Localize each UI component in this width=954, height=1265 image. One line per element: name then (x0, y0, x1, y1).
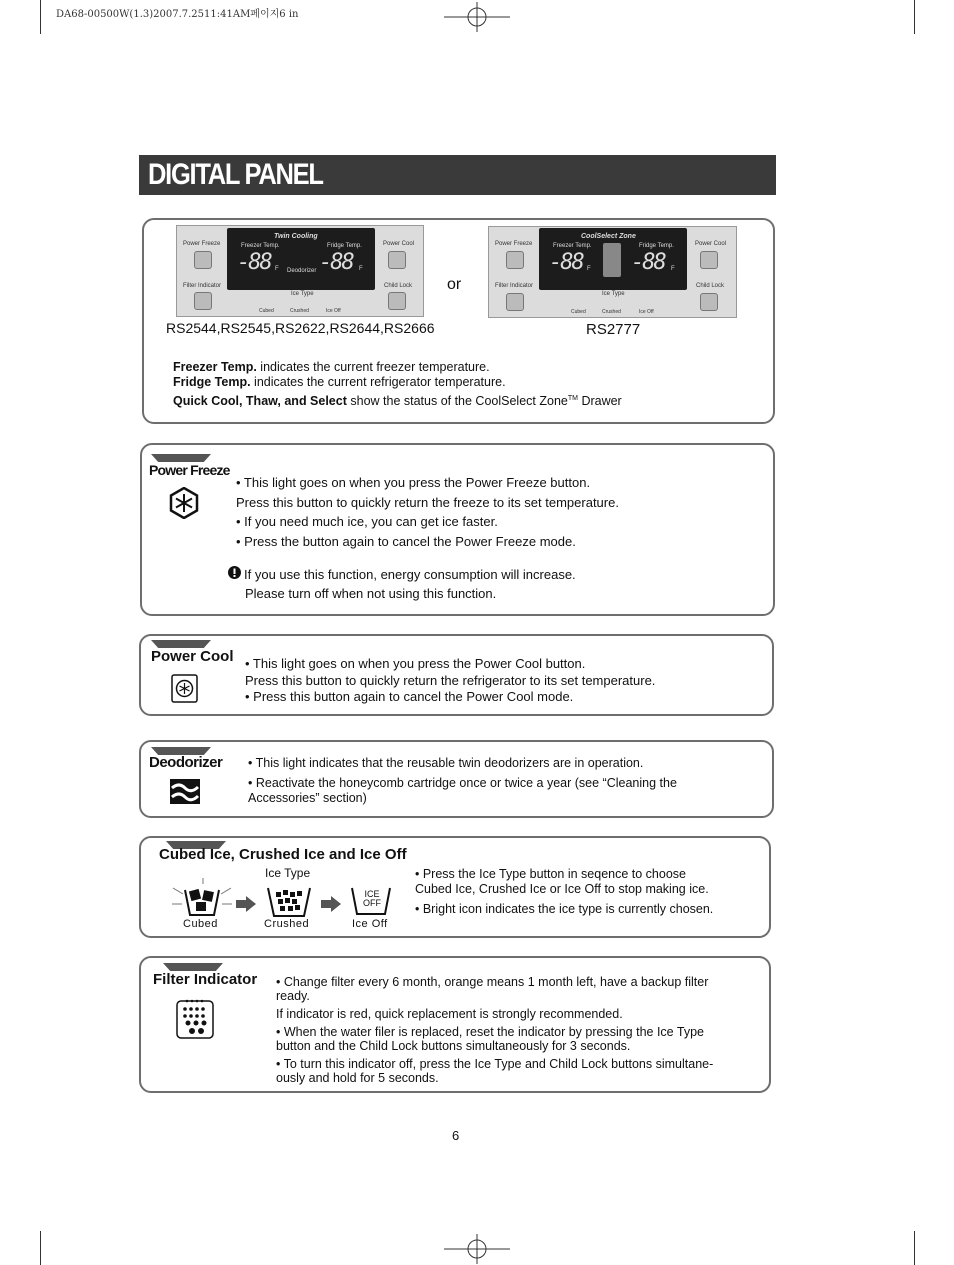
model-list-b: RS2777 (586, 321, 641, 338)
deodorizer-line: • This light indicates that the reusable twin deodorizers are in operation. (248, 756, 644, 770)
fridge-temp-description: Fridge Temp. indicates the current refrigerator temperature. (173, 375, 506, 389)
filter-line: • When the water filer is replaced, reset the indicator by pressing the Ice Type (276, 1025, 704, 1039)
freezer-temp-digits: -88 (237, 250, 271, 275)
ice-off-label: Ice Off (326, 308, 341, 314)
power-cool-icon (700, 251, 718, 269)
filter-indicator-label: Filter Indicator (183, 283, 222, 289)
fridge-unit: F (359, 266, 363, 272)
section-tab-mark (163, 963, 223, 971)
power-cool-line: Press this button to quickly return the refrigerator to its set temperature. (245, 673, 656, 688)
print-reference: DA68-00500W(1.3)2007.7.2511:41AM페이지6 in (56, 9, 299, 20)
fridge-temp-label: Fridge Temp. (327, 243, 362, 249)
freezer-temp-digits: -88 (549, 250, 583, 275)
coolselect-description: Quick Cool, Thaw, and Select show the status of the CoolSelect Zone™ Drawer (173, 394, 622, 409)
control-panel-image-a (176, 225, 424, 317)
cubed-ice-icon (170, 878, 234, 918)
power-cool-heading: Power Cool (151, 648, 234, 665)
filter-line: ously and hold for 5 seconds. (276, 1071, 439, 1085)
power-freeze-line: • This light goes on when you press the Power Freeze button. (236, 475, 591, 490)
ice-type-heading: Cubed Ice, Crushed Ice and Ice Off (159, 846, 407, 863)
power-freeze-line: Press this button to quickly return the freeze to its set temperature. (236, 495, 619, 510)
freezer-temp-description: Freezer Temp. indicates the current freezer temperature. (173, 360, 490, 374)
power-freeze-heading: Power Freeze (149, 462, 230, 478)
power-freeze-line: • If you need much ice, you can get ice faster. (236, 514, 498, 529)
fridge-temp-digits: -88 (319, 250, 353, 275)
power-cool-icon (171, 674, 198, 703)
power-freeze-icon (194, 251, 212, 269)
ice-type-line: Cubed Ice, Crushed Ice or Ice Off to stop making ice. (415, 882, 709, 896)
freezer-temp-label: Freezer Temp. (553, 243, 592, 249)
model-list-a: RS2544,RS2545,RS2622,RS2644,RS2666 (166, 320, 435, 336)
ice-type-line: • Bright icon indicates the ice type is currently chosen. (415, 902, 714, 916)
page-title-bar (139, 155, 776, 195)
filter-line: • To turn this indicator off, press the Ice Type and Child Lock buttons simultane- (276, 1057, 714, 1071)
lcd-title: Twin Cooling (274, 233, 318, 240)
control-panel-image-b (488, 226, 737, 318)
freezer-unit: F (587, 266, 591, 272)
registration-mark-icon (444, 2, 510, 32)
power-freeze-icon (506, 251, 524, 269)
filter-line: button and the Child Lock buttons simultaneously for 3 seconds. (276, 1039, 631, 1053)
cubed-caption: Cubed (183, 918, 218, 930)
ice-off-caption: Ice Off (352, 918, 388, 930)
crop-mark (40, 0, 41, 34)
power-freeze-line: • Press the button again to cancel the Power Freeze mode. (236, 534, 576, 549)
cubed-label: Cubed (571, 309, 586, 315)
page-title: DIGITAL PANEL (148, 158, 323, 191)
cubed-label: Cubed (259, 308, 274, 314)
registration-mark-icon (444, 1234, 510, 1264)
power-freeze-label: Power Freeze (495, 241, 533, 247)
crushed-ice-icon (266, 884, 312, 918)
filter-line: ready. (276, 989, 310, 1003)
child-lock-icon (388, 292, 406, 310)
lcd-display (227, 228, 375, 290)
deodorizer-label: Deodorizer (287, 268, 317, 274)
coolselect-mode-icon (603, 243, 621, 277)
crushed-caption: Crushed (264, 918, 310, 930)
power-cool-line: • This light goes on when you press the Power Cool button. (245, 656, 586, 671)
ice-type-caption: Ice Type (265, 866, 311, 880)
power-cool-label: Power Cool (383, 241, 415, 247)
section-tab-mark (151, 454, 211, 462)
power-freeze-label: Power Freeze (183, 241, 221, 247)
lcd-display (539, 228, 687, 290)
power-freeze-note: Please turn off when not using this function. (245, 586, 497, 601)
child-lock-label: Child Lock (696, 283, 725, 289)
fridge-temp-label: Fridge Temp. (639, 243, 674, 249)
filter-line: • Change filter every 6 month, orange means 1 month left, have a backup filter (276, 975, 709, 989)
child-lock-label: Child Lock (384, 283, 413, 289)
freezer-unit: F (275, 266, 279, 272)
or-connector: or (447, 276, 462, 293)
ice-type-line: • Press the Ice Type button in seqence to choose (415, 867, 686, 881)
deodorizer-icon (170, 779, 200, 804)
ice-type-label: Ice Type (291, 291, 314, 297)
arrow-right-icon (321, 896, 341, 912)
deodorizer-line: • Reactivate the honeycomb cartridge once or twice a year (see “Cleaning the (248, 776, 677, 790)
fridge-temp-digits: -88 (631, 250, 665, 275)
snowflake-icon (168, 487, 200, 519)
ice-type-label: Ice Type (602, 291, 625, 297)
page-number: 6 (452, 1128, 460, 1143)
fridge-unit: F (671, 266, 675, 272)
deodorizer-line: Accessories” section) (248, 791, 367, 805)
filter-icon (506, 293, 524, 311)
child-lock-icon (700, 293, 718, 311)
crop-mark (914, 0, 915, 34)
ice-off-label: Ice Off (639, 309, 654, 315)
arrow-right-icon (236, 896, 256, 912)
crop-mark (40, 1231, 41, 1265)
freezer-temp-label: Freezer Temp. (241, 243, 280, 249)
power-freeze-note: If you use this function, energy consumption will increase. (244, 567, 576, 582)
filter-icon (176, 997, 214, 1039)
crushed-label: Crushed (290, 308, 309, 314)
power-cool-label: Power Cool (695, 241, 727, 247)
crushed-label: Crushed (602, 309, 621, 315)
lcd-title: CoolSelect Zone (581, 233, 636, 240)
deodorizer-heading: Deodorizer (149, 754, 223, 771)
filter-icon (194, 292, 212, 310)
crop-mark (914, 1231, 915, 1265)
power-cool-line: • Press this button again to cancel the Power Cool mode. (245, 689, 574, 704)
warning-icon (228, 566, 241, 579)
power-cool-icon (388, 251, 406, 269)
filter-indicator-label: Filter Indicator (495, 283, 534, 289)
section-tab-mark (151, 640, 211, 648)
ice-off-icon-text: ICE OFF (363, 889, 381, 908)
filter-indicator-heading: Filter Indicator (153, 971, 258, 988)
filter-line: If indicator is red, quick replacement is strongly recommended. (276, 1007, 623, 1021)
